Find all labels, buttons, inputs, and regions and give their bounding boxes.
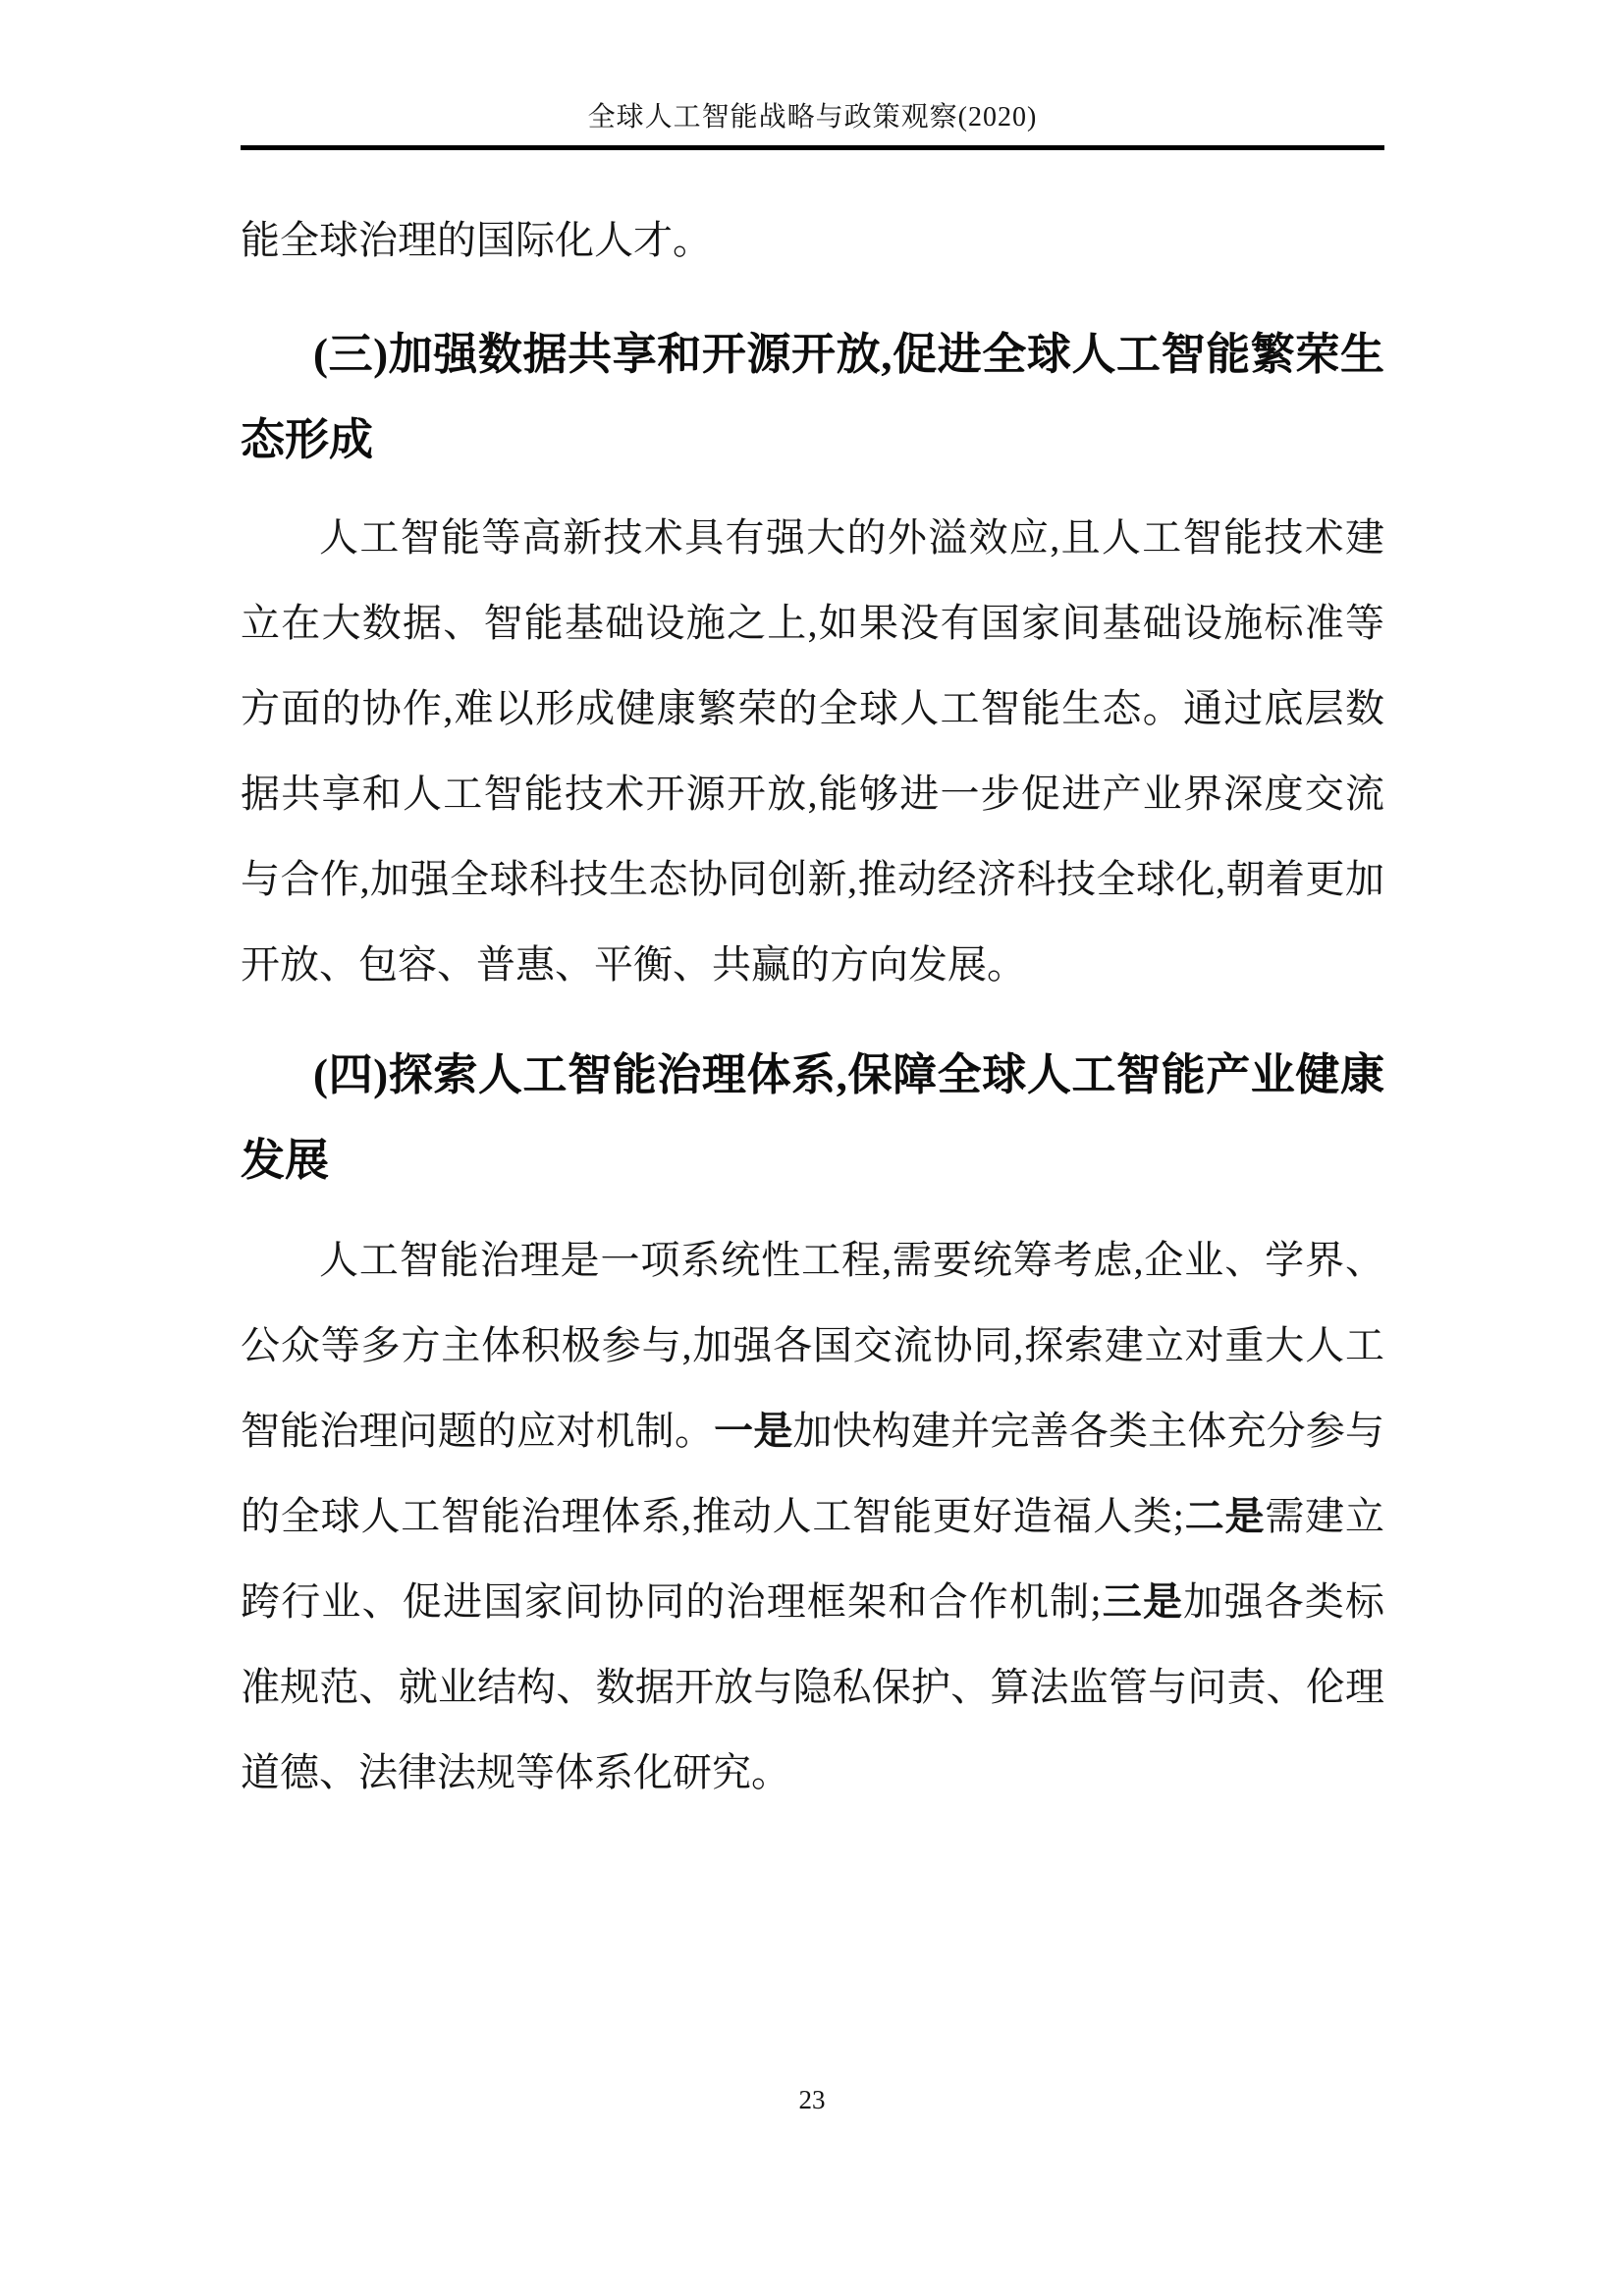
section-4-text-run: 人工智能治理是一项系统性工程,需要统筹考虑,企业、学界、公众等多方主体积极参与,加强各国交流协同,探索建立对重大人工智能治理问题的应对机制。: [241, 1238, 1384, 1453]
emphasis-first-point: 一是: [714, 1409, 793, 1453]
page-footer: [0, 2085, 1624, 2114]
page-content: [241, 0, 1384, 1815]
emphasis-second-point: 二是: [1183, 1494, 1266, 1538]
section-4-text-run: 加快构建并完善各类主体充分参与的全球人工智能治理体系,推动人工智能更好造福人类;: [241, 1409, 1385, 1538]
header-rule: [241, 145, 1384, 150]
section-4-paragraph: [241, 1217, 1384, 1815]
section-4-heading: (四)探索人工智能治理体系,保障全球人工智能产业健康发展: [241, 1050, 1384, 1185]
page-number: 23: [798, 2085, 826, 2114]
section-3-paragraph: 人工智能等高新技术具有强大的外溢效应,且人工智能技术建立在大数据、智能基础设施之上,如果没有国家间基础设施标准等方面的协作,难以形成健康繁荣的全球人工智能生态。通过底层数据共享和人工智能技术开源开放,能够进一步促进产业界深度交流与合作,加强全球科技生态协同创新,推动经济科技全球化,朝着更加开放、包容、普惠、平衡、共赢的方向发展。: [241, 515, 1384, 987]
intro-paragraph: 能全球治理的国际化人才。: [241, 218, 712, 262]
emphasis-third-point: 三是: [1101, 1579, 1184, 1624]
section-4-text-run: 加强各类标准规范、就业结构、数据开放与隐私保护、算法监管与问责、伦理道德、法律法规等体系化研究。: [241, 1579, 1385, 1794]
header-title: 全球人工智能战略与政策观察(2020): [587, 102, 1038, 133]
document-header: [241, 0, 1384, 150]
section-4-text-run: 需建立跨行业、促进国家间协同的治理框架和合作机制;: [241, 1494, 1385, 1624]
section-3-heading: (三)加强数据共享和开源开放,促进全球人工智能繁荣生态形成: [241, 330, 1384, 464]
